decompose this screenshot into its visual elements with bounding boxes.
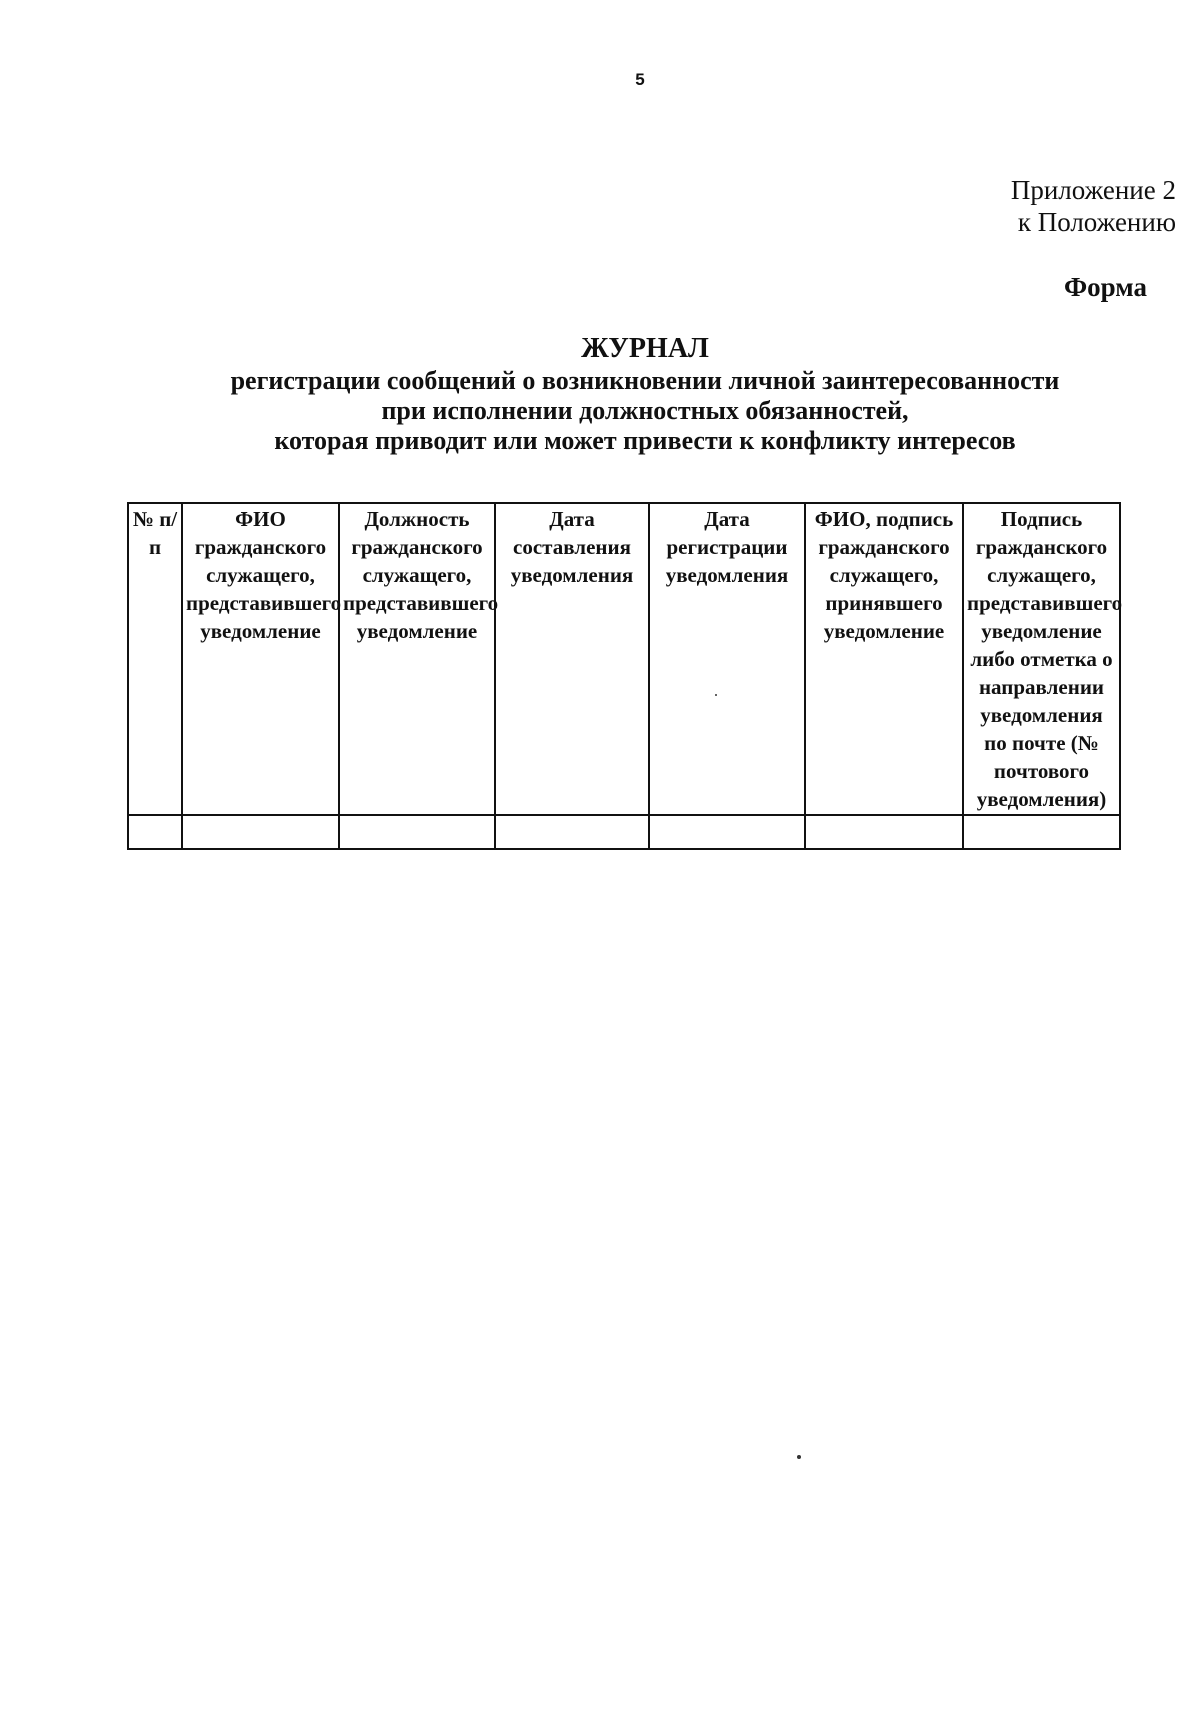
journal-subtitle-line-2: при исполнении должностных обязанностей,: [381, 396, 909, 425]
column-header-date-registered: Дата регистрации уведомления: [649, 503, 805, 815]
table-cell[interactable]: [963, 815, 1120, 849]
table-cell[interactable]: [182, 815, 339, 849]
journal-subtitle-line-1: регистрации сообщений о возникновении личной заинтересованности: [230, 366, 1060, 395]
journal-table: [127, 502, 1121, 850]
table-cell[interactable]: [805, 815, 963, 849]
column-header-date-drafted: Дата составления уведомления: [495, 503, 649, 815]
table-cell[interactable]: [495, 815, 649, 849]
journal-title: ЖУРНАЛ: [581, 333, 709, 364]
appendix-note: [1011, 174, 1176, 238]
table-row: [128, 815, 1120, 849]
table-cell[interactable]: [339, 815, 495, 849]
table-header-row: [128, 503, 1120, 815]
column-header-employee-name: ФИО гражданского служащего, представившего уведомление: [182, 503, 339, 815]
table-cell[interactable]: [128, 815, 182, 849]
table-cell[interactable]: [649, 815, 805, 849]
appendix-line-2: к Положению: [1017, 207, 1176, 237]
scan-speck: [797, 1455, 801, 1459]
column-header-number: № п/п: [128, 503, 182, 815]
form-label: Форма: [1063, 272, 1147, 302]
column-header-receiver: ФИО, подпись гражданского служащего, принявшего уведомление: [805, 503, 963, 815]
page-number: 5: [635, 70, 645, 89]
appendix-line-1: Приложение 2: [1010, 175, 1176, 205]
journal-title-block: [150, 334, 1140, 456]
column-header-signature-or-mail-note: Подпись гражданского служащего, представившего уведомление либо отметка о направлении уведомления по почте (№ почтового уведомления): [963, 503, 1120, 815]
journal-subtitle-line-3: которая приводит или может привести к конфликту интересов: [274, 426, 1016, 455]
scan-speck: [715, 694, 717, 696]
column-header-employee-position: Должность гражданского служащего, представившего уведомление: [339, 503, 495, 815]
